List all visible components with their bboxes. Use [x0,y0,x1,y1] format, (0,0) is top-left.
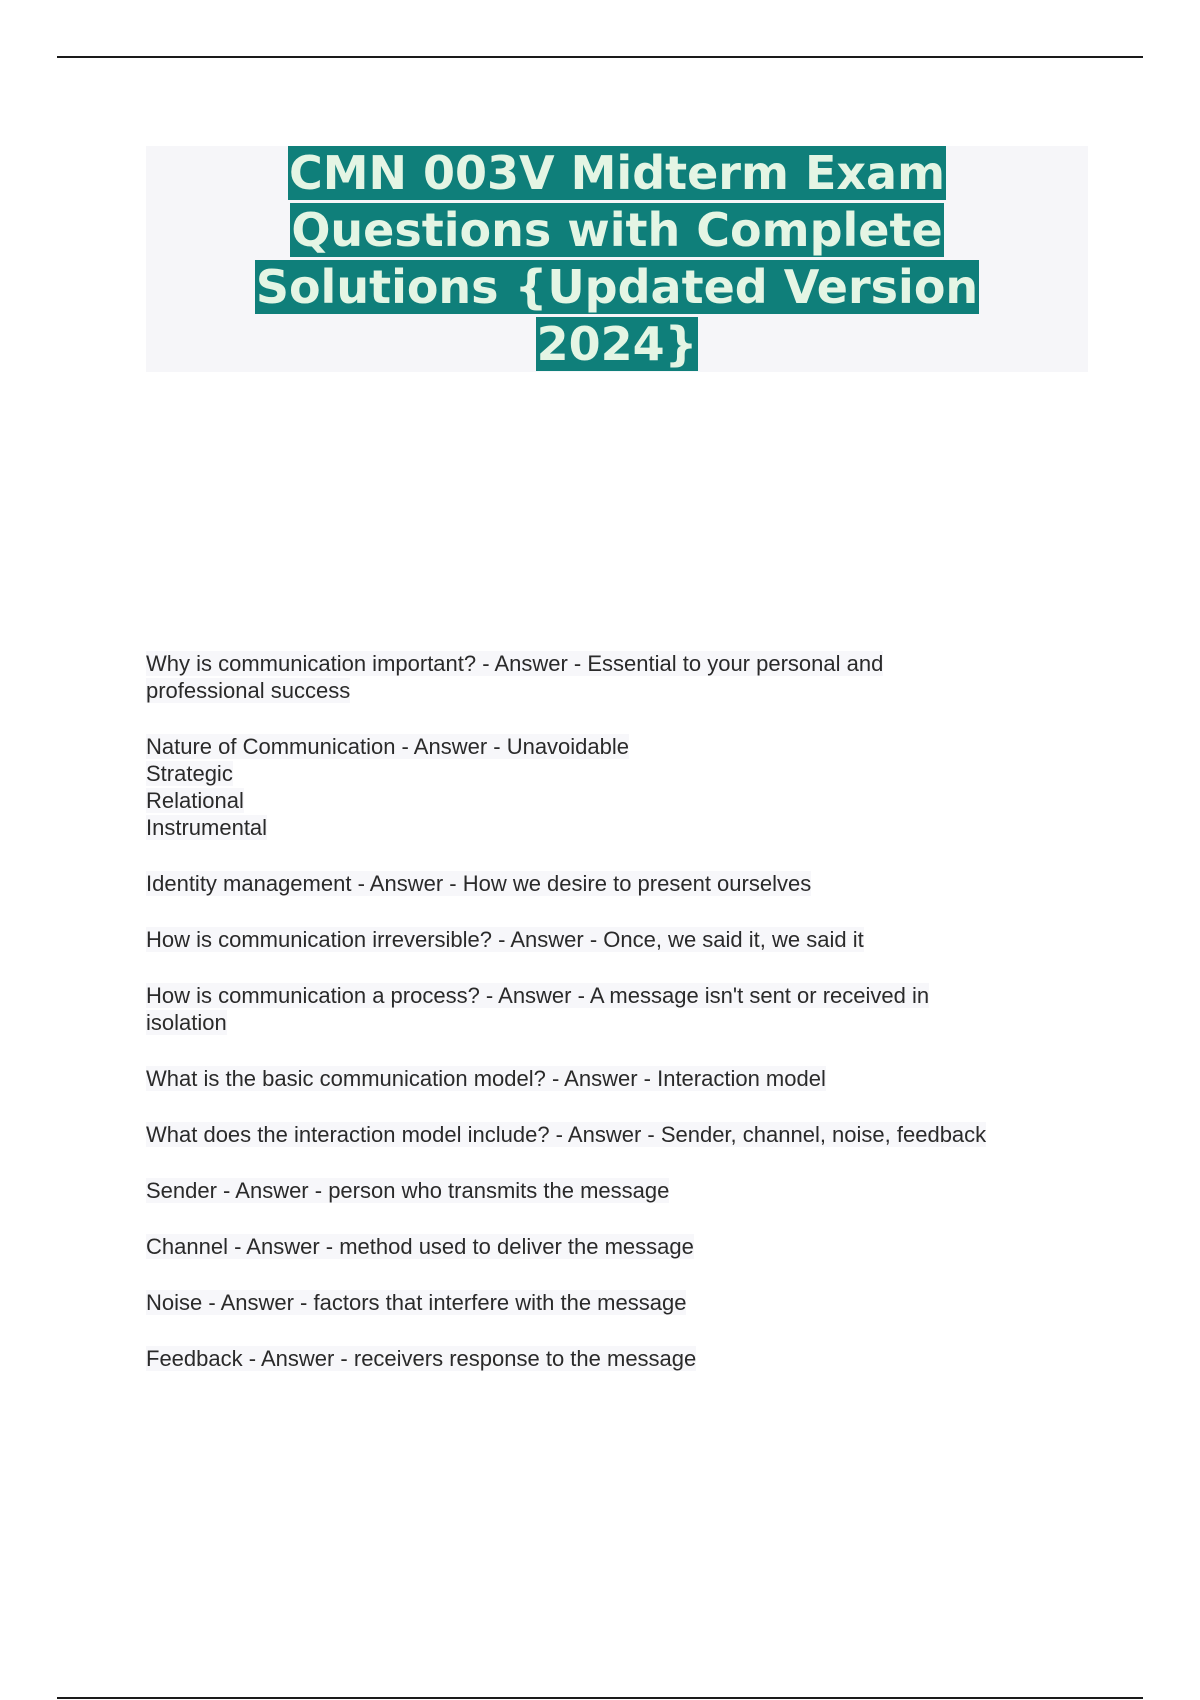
qa-line-text: Instrumental [146,815,268,840]
qa-line [146,870,1086,897]
qa-line-text: isolation [146,1010,227,1035]
qa-line [146,787,1086,814]
qa-line [146,982,1086,1009]
qa-line-text: Relational [146,788,244,813]
qa-line-text: professional success [146,678,351,703]
qa-line [146,760,1086,787]
qa-line [146,650,1086,677]
qa-item [146,1233,1086,1260]
qa-item [146,1289,1086,1316]
qa-line [146,1345,1086,1372]
qa-line [146,814,1086,841]
header-rule [57,56,1143,58]
qa-item [146,1121,1086,1148]
qa-line-text: Identity management - Answer - How we desire to present ourselves [146,871,812,896]
qa-item [146,1345,1086,1372]
qa-line [146,677,1086,704]
qa-line-text: How is communication a process? - Answer - A message isn't sent or received in [146,983,930,1008]
qa-line-text: Nature of Communication - Answer - Unavoidable [146,734,630,759]
title-banner [146,146,1088,372]
qa-item [146,870,1086,897]
qa-line-text: What does the interaction model include? - Answer - Sender, channel, noise, feedback [146,1122,987,1147]
qa-line-text: Noise - Answer - factors that interfere with the message [146,1290,687,1315]
qa-item [146,982,1086,1036]
qa-line-text: What is the basic communication model? - Answer - Interaction model [146,1066,826,1091]
qa-list [146,650,1086,1401]
qa-item [146,1177,1086,1204]
qa-item [146,733,1086,841]
qa-line-text: Strategic [146,761,233,786]
document-title [237,145,997,373]
qa-item [146,650,1086,704]
qa-line [146,1121,1086,1148]
qa-line-text: Feedback - Answer - receivers response to the message [146,1346,697,1371]
qa-line-text: How is communication irreversible? - Answer - Once, we said it, we said it [146,927,864,952]
qa-line [146,1289,1086,1316]
document-title-text: CMN 003V Midterm Exam Questions with Complete Solutions {Updated Version 2024} [255,146,979,371]
footer-rule [57,1697,1143,1699]
qa-line-text: Sender - Answer - person who transmits the message [146,1178,670,1203]
qa-item [146,1065,1086,1092]
qa-line [146,1177,1086,1204]
qa-item [146,926,1086,953]
qa-line [146,926,1086,953]
qa-line [146,1065,1086,1092]
qa-line [146,1233,1086,1260]
qa-line-text: Channel - Answer - method used to deliver the message [146,1234,694,1259]
qa-line [146,733,1086,760]
qa-line-text: Why is communication important? - Answer - Essential to your personal and [146,651,884,676]
qa-line [146,1009,1086,1036]
